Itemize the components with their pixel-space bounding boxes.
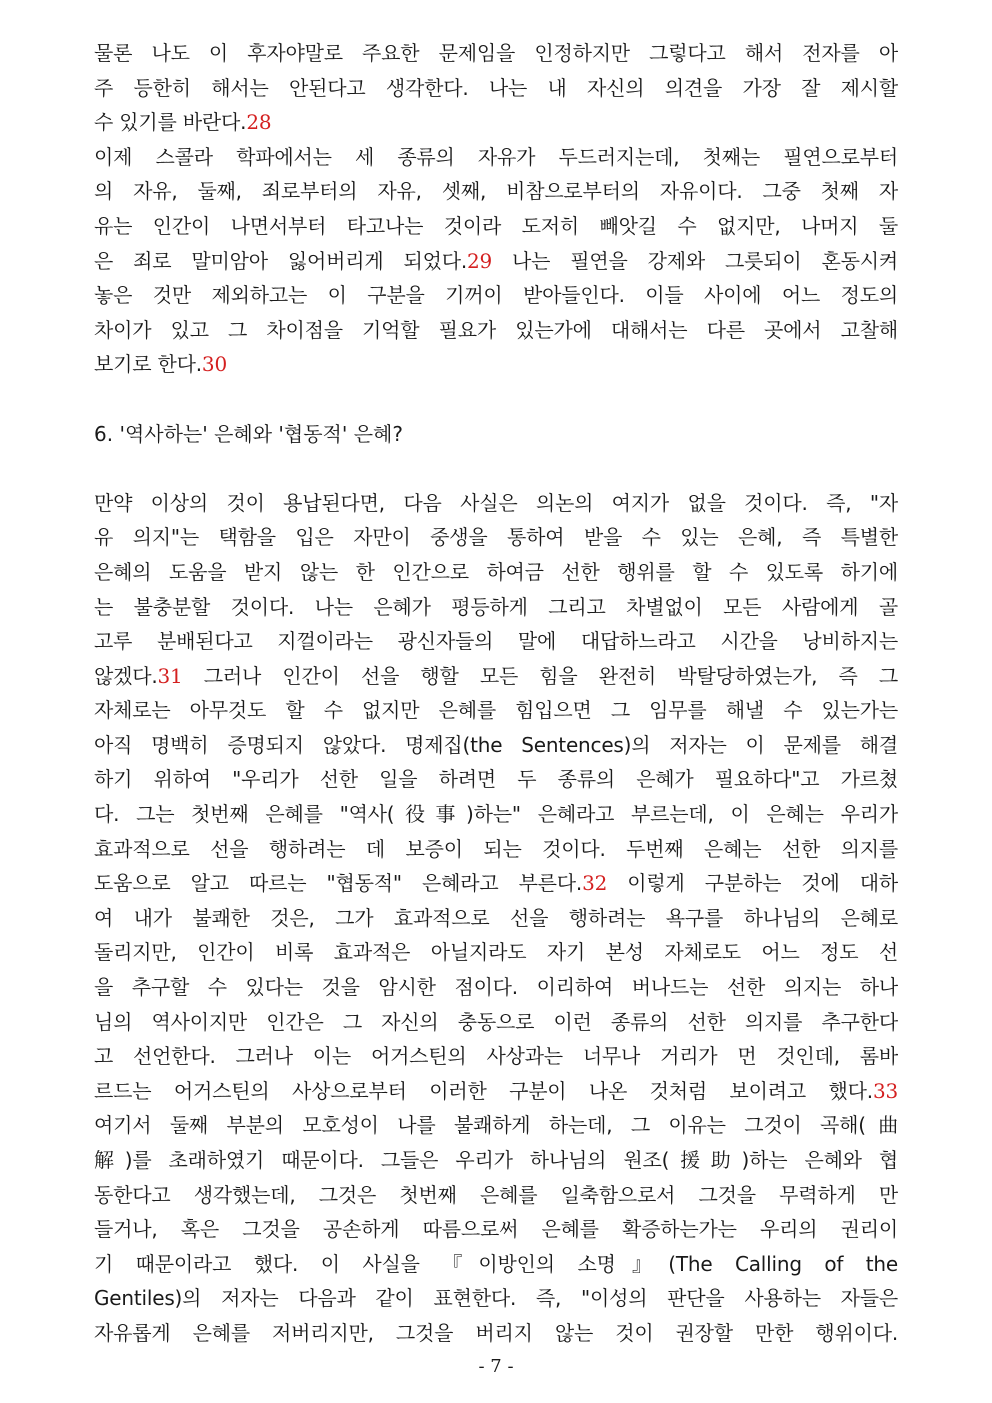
text-line <box>94 1178 898 1213</box>
text-segment: 자유롭게 은혜를 저버리지만, 그것을 버리지 않는 것이 권장할 만한 행위이다. <box>94 1320 898 1345</box>
text-segment: 주 등한히 해서는 안된다고 생각한다. 나는 내 자신의 의견을 가장 잘 제시할 <box>94 75 898 100</box>
text-line <box>94 1281 898 1316</box>
text-segment: 기 때문이라고 했다. 이 사실을 『이방인의 소명』(The Calling of the <box>94 1251 898 1276</box>
text-line <box>94 832 898 867</box>
text-line <box>94 555 898 590</box>
text-line <box>94 244 898 279</box>
footnote-marker[interactable]: 32 <box>582 871 608 896</box>
text-line <box>94 1005 898 1040</box>
text-line <box>94 866 898 901</box>
text-segment: 보기로 한다. <box>94 352 202 377</box>
text-segment: 르드는 어거스틴의 사상으로부터 이러한 구분이 나온 것처럼 보이려고 했다. <box>94 1078 873 1103</box>
paragraph <box>94 486 898 1351</box>
text-line <box>94 728 898 763</box>
text-line <box>94 1316 898 1351</box>
text-line <box>94 1108 898 1143</box>
text-segment: 고 선언한다. 그러나 이는 어거스틴의 사상과는 너무나 거리가 먼 것인데, 롬바 <box>94 1044 898 1069</box>
text-line <box>94 1212 898 1247</box>
text-segment: 차이가 있고 그 차이점을 기억할 필요가 있는가에 대해서는 다른 곳에서 고찰해 <box>94 317 898 342</box>
text-segment: 수 있기를 바란다. <box>94 110 247 135</box>
text-segment: 다. 그는 첫번째 은혜를 "역사(役事)하는" 은혜라고 부르는데, 이 은혜는 우리가 <box>94 802 898 827</box>
footnote-marker[interactable]: 29 <box>466 248 493 273</box>
text-segment: 유는 인간이 나면서부터 타고나는 것이라 도저히 빼앗길 수 없지만, 나머지 둘 <box>94 213 898 238</box>
intro-paragraphs <box>94 36 898 382</box>
text-segment: 는 불충분할 것이다. 나는 은혜가 평등하게 그리고 차별없이 모든 사람에게 골 <box>94 594 898 619</box>
text-segment: 하기 위하여 "우리가 선한 일을 하려면 두 종류의 은혜가 필요하다"고 가르쳤 <box>94 767 898 792</box>
footnote-marker[interactable]: 28 <box>246 110 272 135</box>
text-line <box>94 105 898 140</box>
text-line <box>94 970 898 1005</box>
text-line <box>94 693 898 728</box>
text-line <box>94 762 898 797</box>
text-segment: 도움으로 알고 따르는 "협동적" 은혜라고 부른다. <box>94 871 583 896</box>
text-segment: 나는 필연을 강제와 그릇되이 혼동시켜 <box>492 248 898 273</box>
text-line <box>94 1247 898 1282</box>
text-segment: 이제 스콜라 학파에서는 세 종류의 자유가 두드러지는데, 첫째는 필연으로부터 <box>94 144 898 169</box>
text-segment: 자체로는 아무것도 할 수 없지만 은혜를 힘입으면 그 임무를 해낼 수 있는가는 <box>94 698 898 723</box>
text-segment: 의 자유, 둘째, 죄로부터의 자유, 셋째, 비참으로부터의 자유이다. 그중 첫째 자 <box>94 179 898 204</box>
text-segment: 解)를 초래하였기 때문이다. 그들은 우리가 하나님의 원조(援助)하는 은혜와 협 <box>94 1148 898 1172</box>
spacer <box>94 382 898 417</box>
text-line <box>94 347 898 382</box>
text-segment: 아직 명백히 증명되지 않았다. 명제집(the Sentences)의 저자는 이 문제를 해결 <box>94 732 898 757</box>
text-line <box>94 174 898 209</box>
text-line <box>94 36 898 71</box>
text-line <box>94 797 898 832</box>
paragraph <box>94 140 898 382</box>
text-line <box>94 313 898 348</box>
footnote-marker[interactable]: 31 <box>157 663 183 688</box>
text-line <box>94 520 898 555</box>
text-segment: 님의 역사이지만 인간은 그 자신의 충동으로 이런 종류의 선한 의지를 추구한다 <box>94 1009 898 1034</box>
text-line <box>94 278 898 313</box>
text-line <box>94 935 898 970</box>
text-segment: 여기서 둘째 부분의 모호성이 나를 불쾌하게 하는데, 그 이유는 그것이 곡해(曲 <box>94 1113 898 1138</box>
section-body <box>94 486 898 1351</box>
text-line <box>94 901 898 936</box>
paragraph <box>94 36 898 140</box>
text-line <box>94 486 898 521</box>
text-line <box>94 1143 898 1178</box>
text-line <box>94 1039 898 1074</box>
footnote-marker[interactable]: 30 <box>201 352 227 377</box>
text-segment: 은혜의 도움을 받지 않는 한 인간으로 하여금 선한 행위를 할 수 있도록 하기에 <box>94 559 898 584</box>
text-line <box>94 659 898 694</box>
footnote-marker[interactable]: 33 <box>872 1078 898 1103</box>
document-page <box>94 36 898 1351</box>
text-segment: 이렇게 구분하는 것에 대하 <box>607 871 898 896</box>
text-segment: 효과적으로 선을 행하려는 데 보증이 되는 것이다. 두번째 은혜는 선한 의지를 <box>94 836 898 861</box>
text-line <box>94 1074 898 1109</box>
text-line <box>94 590 898 625</box>
text-segment: 동한다고 생각했는데, 그것은 첫번째 은혜를 일축함으로서 그것을 무력하게 만 <box>94 1182 898 1207</box>
text-segment: 여 내가 불쾌한 것은, 그가 효과적으로 선을 행하려는 욕구를 하나님의 은혜로 <box>94 905 898 930</box>
text-segment: 은 죄로 말미암아 잃어버리게 되었다. <box>94 248 467 273</box>
text-segment: 않겠다. <box>94 663 158 688</box>
text-line <box>94 209 898 244</box>
text-segment: 돌리지만, 인간이 비록 효과적은 아닐지라도 자기 본성 자체로도 어느 정도 선 <box>94 940 898 965</box>
text-segment: 들거나, 혹은 그것을 공손하게 따름으로써 은혜를 확증하는가는 우리의 권리이 <box>94 1217 898 1242</box>
text-segment: 놓은 것만 제외하고는 이 구분을 기꺼이 받아들인다. 이들 사이에 어느 정도의 <box>94 283 898 308</box>
text-line <box>94 140 898 175</box>
page-number: - 7 - <box>478 1356 514 1377</box>
section-heading: 6. '역사하는' 은혜와 '협동적' 은혜? <box>94 421 403 446</box>
text-segment: 만약 이상의 것이 용납된다면, 다음 사실은 의논의 여지가 없을 것이다. 즉, "자 <box>94 490 898 515</box>
text-line <box>94 71 898 106</box>
text-segment: 그러나 인간이 선을 행할 모든 힘을 완전히 박탈당하였는가, 즉 그 <box>182 663 898 688</box>
text-segment: 을 추구할 수 있다는 것을 암시한 점이다. 이리하여 버나드는 선한 의지는 하나 <box>94 975 898 1000</box>
text-segment: 고루 분배된다고 지껄이라는 광신자들의 말에 대답하느라고 시간을 낭비하지는 <box>94 629 898 654</box>
spacer <box>94 451 898 486</box>
text-segment: 유 의지"는 택함을 입은 자만이 중생을 통하여 받을 수 있는 은혜, 즉 특별한 <box>94 525 898 550</box>
text-line <box>94 624 898 659</box>
text-segment: Gentiles)의 저자는 다음과 같이 표현한다. 즉, "이성의 판단을 사용하는 자들은 <box>94 1286 898 1311</box>
text-segment: 물론 나도 이 후자야말로 주요한 문제임을 인정하지만 그렇다고 해서 전자를 아 <box>94 41 898 65</box>
